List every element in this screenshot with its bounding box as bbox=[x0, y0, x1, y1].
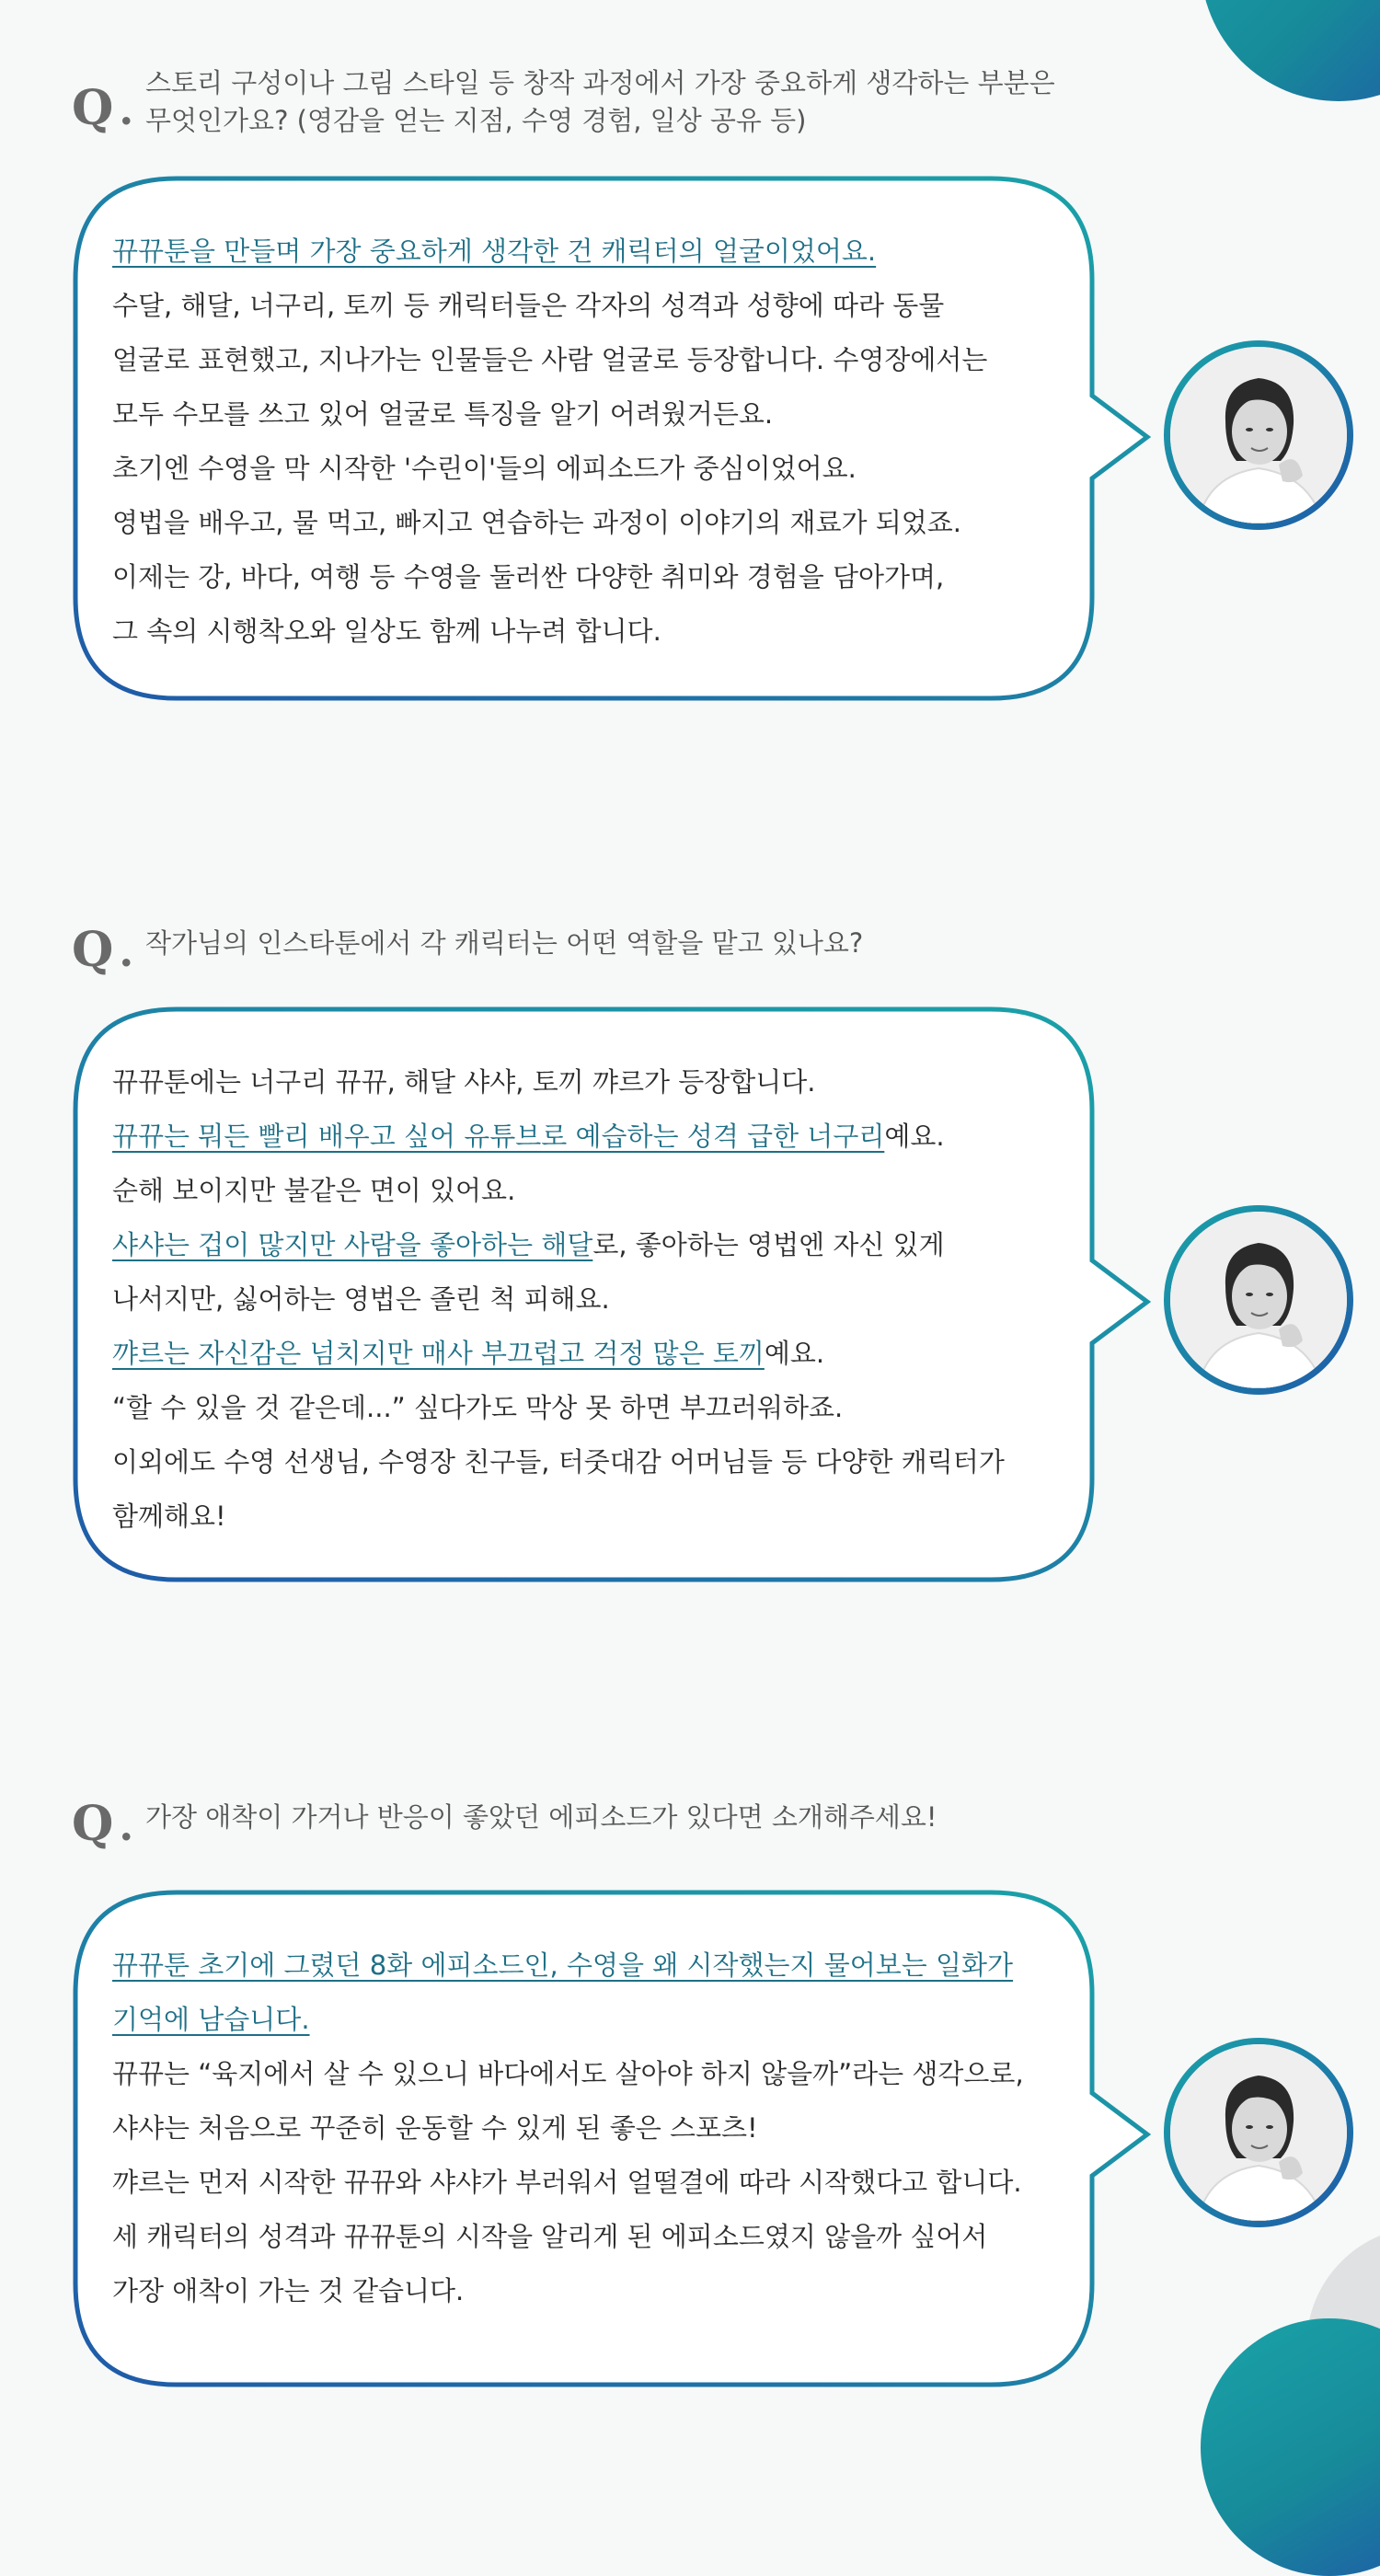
answer-line bbox=[112, 2210, 1063, 2264]
answer-line-text: 뀨뀨툰에는 너구리 뀨뀨, 해달 샤샤, 토끼 꺄르가 등장합니다. bbox=[112, 1066, 816, 1098]
answer-line-text: 로, 좋아하는 영법엔 자신 있게 bbox=[592, 1229, 945, 1260]
question-line: 스토리 구성이나 그림 스타일 등 창작 과정에서 가장 중요하게 생각하는 부분은 bbox=[145, 67, 1055, 98]
answer-line-text: 뀨뀨는 “육지에서 살 수 있으니 바다에서도 살아야 하지 않을까”라는 생각으로, bbox=[112, 2058, 1024, 2089]
answer-line bbox=[112, 1218, 1063, 1272]
answer-line-text: 순해 보이지만 불같은 면이 있어요. bbox=[112, 1175, 516, 1206]
answer-speech-bubble bbox=[74, 1891, 1090, 2383]
author-avatar bbox=[1164, 1205, 1353, 1395]
q-dot: . bbox=[119, 85, 134, 134]
highlighted-phrase: 뀨뀨는 뭐든 빨리 배우고 싶어 유튜브로 예습하는 성격 급한 너구리 bbox=[112, 1121, 885, 1152]
question-line: 가장 애착이 가거나 반응이 좋았던 에피소드가 있다면 소개해주세요! bbox=[145, 1801, 937, 1833]
answer-line-text: 이제는 강, 바다, 여행 등 수영을 둘러싼 다양한 취미와 경험을 담아가며, bbox=[112, 561, 945, 592]
answer-line bbox=[112, 1435, 1063, 1489]
answer-line-text: “할 수 있을 것 같은데...” 싶다가도 막상 못 하면 부끄러워하죠. bbox=[112, 1392, 844, 1423]
answer-line-text: 함께해요! bbox=[112, 1501, 226, 1532]
answer-line-text: 예요. bbox=[764, 1338, 825, 1369]
answer-line bbox=[112, 1110, 1063, 1164]
answer-line-text: 모두 수모를 쓰고 있어 얼굴로 특징을 알기 어려웠거든요. bbox=[112, 398, 774, 430]
answer-line bbox=[112, 333, 1063, 387]
answer-line-text: 나서지만, 싫어하는 영법은 졸린 척 피해요. bbox=[112, 1283, 610, 1315]
answer-line bbox=[112, 1272, 1063, 1327]
question-line: 작가님의 인스타툰에서 각 캐릭터는 어떤 역할을 맡고 있나요? bbox=[145, 927, 864, 959]
answer-line bbox=[112, 1938, 1063, 1993]
answer-line bbox=[112, 550, 1063, 604]
highlighted-phrase: 기억에 남습니다. bbox=[112, 2004, 310, 2035]
answer-line-text: 그 속의 시행착오와 일상도 함께 나누려 합니다. bbox=[112, 615, 661, 647]
decorative-circle-bottom bbox=[1201, 2318, 1380, 2576]
answer-speech-bubble bbox=[74, 1007, 1090, 1578]
answer-line-text: 영법을 배우고, 물 먹고, 빠지고 연습하는 과정이 이야기의 재료가 되었죠. bbox=[112, 507, 962, 538]
answer-line bbox=[112, 2101, 1063, 2156]
answer-speech-bubble bbox=[74, 177, 1090, 696]
author-portrait bbox=[1170, 2044, 1347, 2221]
answer-line bbox=[112, 2264, 1063, 2318]
question-text bbox=[145, 64, 1231, 140]
highlighted-phrase: 뀨뀨툰을 만들며 가장 중요하게 생각한 건 캐릭터의 얼굴이었어요. bbox=[112, 236, 877, 267]
answer-line-text: 예요. bbox=[884, 1121, 945, 1152]
question-text bbox=[145, 1799, 1231, 1836]
highlighted-phrase: 뀨뀨툰 초기에 그렸던 8화 에피소드인, 수영을 왜 시작했는지 물어보는 일화가 bbox=[112, 1949, 1014, 1981]
answer-line-text: 샤샤는 처음으로 꾸준히 운동할 수 있게 된 좋은 스포츠! bbox=[112, 2112, 758, 2144]
answer-line bbox=[112, 1489, 1063, 1544]
answer-line bbox=[112, 1164, 1063, 1218]
answer-line bbox=[112, 387, 1063, 442]
highlighted-phrase: 샤샤는 겁이 많지만 사람을 좋아하는 해달 bbox=[112, 1229, 593, 1260]
answer-line bbox=[112, 1055, 1063, 1110]
answer-line bbox=[112, 2156, 1063, 2210]
answer-text bbox=[112, 224, 1063, 659]
answer-line bbox=[112, 1993, 1063, 2047]
answer-line bbox=[112, 496, 1063, 550]
answer-text bbox=[112, 1938, 1063, 2318]
answer-line-text: 수달, 해달, 너구리, 토끼 등 캐릭터들은 각자의 성격과 성향에 따라 동물 bbox=[112, 290, 945, 321]
answer-line bbox=[112, 2047, 1063, 2101]
question-line: 무엇인가요? (영감을 얻는 지점, 수영 경험, 일상 공유 등) bbox=[145, 105, 807, 136]
answer-line-text: 얼굴로 표현했고, 지나가는 인물들은 사람 얼굴로 등장합니다. 수영장에서는 bbox=[112, 344, 988, 375]
answer-line bbox=[112, 224, 1063, 279]
q-letter: Q bbox=[72, 1796, 114, 1852]
answer-line-text: 가장 애착이 가는 것 같습니다. bbox=[112, 2275, 465, 2306]
answer-line bbox=[112, 1327, 1063, 1381]
author-portrait bbox=[1170, 1212, 1347, 1388]
author-portrait bbox=[1170, 347, 1347, 523]
answer-line bbox=[112, 1381, 1063, 1435]
highlighted-phrase: 꺄르는 자신감은 넘치지만 매사 부끄럽고 걱정 많은 토끼 bbox=[112, 1338, 765, 1369]
author-avatar bbox=[1164, 2038, 1353, 2227]
question-mark-label bbox=[72, 80, 134, 136]
q-dot: . bbox=[119, 926, 134, 976]
author-avatar bbox=[1164, 340, 1353, 530]
question-mark-label bbox=[72, 922, 134, 978]
q-dot: . bbox=[119, 1800, 134, 1850]
answer-text bbox=[112, 1055, 1063, 1544]
question-text bbox=[145, 925, 1231, 962]
answer-line-text: 꺄르는 먼저 시작한 뀨뀨와 샤샤가 부러워서 얼떨결에 따라 시작했다고 합니다. bbox=[112, 2167, 1022, 2198]
q-letter: Q bbox=[72, 922, 114, 978]
answer-line bbox=[112, 604, 1063, 659]
answer-line bbox=[112, 442, 1063, 496]
answer-line-text: 이외에도 수영 선생님, 수영장 친구들, 터줏대감 어머님들 등 다양한 캐릭터가 bbox=[112, 1446, 1005, 1478]
answer-line-text: 세 캐릭터의 성격과 뀨뀨툰의 시작을 알리게 된 에피소드였지 않을까 싶어서 bbox=[112, 2221, 988, 2252]
q-letter: Q bbox=[72, 80, 114, 136]
answer-line-text: 초기엔 수영을 막 시작한 '수린이'들의 에피소드가 중심이었어요. bbox=[112, 453, 857, 484]
question-mark-label bbox=[72, 1796, 134, 1852]
answer-line bbox=[112, 279, 1063, 333]
